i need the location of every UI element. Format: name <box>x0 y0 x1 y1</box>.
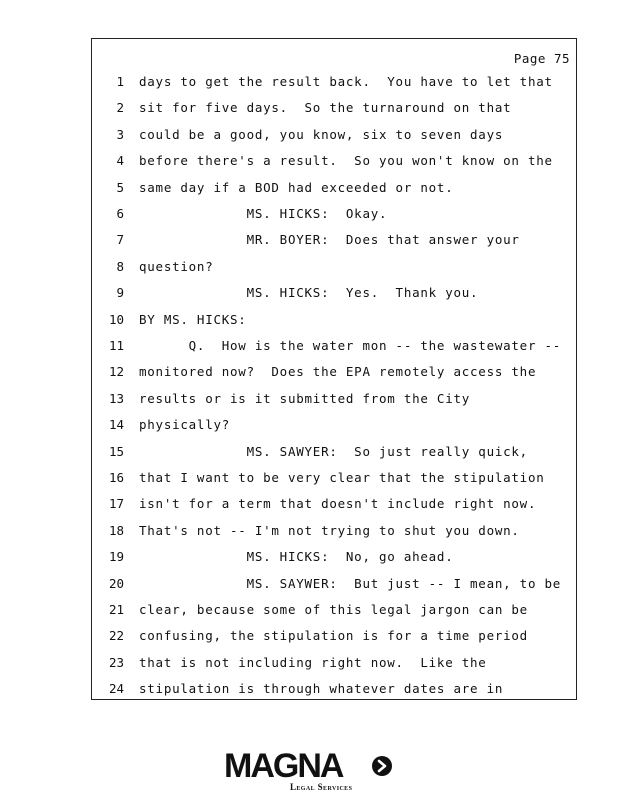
line-number: 3 <box>116 126 124 142</box>
line-number: 11 <box>108 338 124 353</box>
magna-logo <box>224 748 396 794</box>
transcript-line <box>92 680 576 698</box>
line-number: 18 <box>108 522 124 538</box>
transcript-line <box>92 390 576 408</box>
line-text: isn't for a term that doesn't include right now. <box>139 496 537 512</box>
transcript-line <box>92 443 576 461</box>
line-number: 6 <box>116 206 124 221</box>
transcript-line <box>92 654 576 672</box>
line-text: stipulation is through whatever dates are in <box>139 681 504 697</box>
line-text: monitored now? Does the EPA remotely access the <box>139 364 537 380</box>
line-number: 14 <box>108 417 124 433</box>
line-text: MS. HICKS: Okay. <box>139 206 388 221</box>
line-text: confusing, the stipulation is for a time period <box>139 628 528 644</box>
logo-subtitle: Legal Services <box>290 782 353 792</box>
transcript-line <box>92 495 576 513</box>
line-number: 20 <box>108 575 124 591</box>
line-text: clear, because some of this legal jargon can be <box>139 602 528 617</box>
page-number: Page 75 <box>513 51 570 66</box>
line-text: before there's a result. So you won't know on the <box>139 153 553 169</box>
line-number: 12 <box>108 364 124 380</box>
line-text: physically? <box>139 417 231 433</box>
line-text: same day if a BOD had exceeded or not. <box>139 179 454 195</box>
line-text: that I want to be very clear that the stipulation <box>139 470 545 485</box>
transcript-line <box>92 73 576 91</box>
transcript-line <box>92 99 576 117</box>
line-text: MS. HICKS: No, go ahead. <box>139 549 454 565</box>
line-text: MR. BOYER: Does that answer your <box>139 232 520 248</box>
line-text: sit for five days. So the turnaround on that <box>139 100 512 116</box>
transcript-line <box>92 337 576 355</box>
transcript-line <box>92 152 576 170</box>
transcript-line <box>92 363 576 381</box>
transcript-line <box>92 469 576 487</box>
line-number: 22 <box>108 628 124 644</box>
transcript-line <box>92 126 576 144</box>
line-number: 1 <box>116 74 124 89</box>
line-number: 2 <box>116 100 124 116</box>
logo-wordmark: MAGNA <box>224 747 343 785</box>
transcript-line <box>92 416 576 434</box>
line-number: 19 <box>108 549 124 565</box>
line-number: 7 <box>116 232 124 248</box>
transcript-line <box>92 205 576 223</box>
transcript-line <box>92 284 576 302</box>
line-number: 23 <box>108 654 124 670</box>
transcript-line <box>92 179 576 197</box>
line-number: 4 <box>116 153 124 169</box>
line-text: that is not including right now. Like the <box>139 654 487 670</box>
line-number: 16 <box>108 470 124 485</box>
line-number: 15 <box>108 443 124 459</box>
line-number: 24 <box>108 681 124 697</box>
transcript-page <box>91 38 577 700</box>
line-text: Q. How is the water mon -- the wastewater -- <box>139 338 562 353</box>
transcript-line <box>92 311 576 329</box>
transcript-line <box>92 258 576 276</box>
line-text: could be a good, you know, six to seven days <box>139 126 504 142</box>
line-text: BY MS. HICKS: <box>139 311 247 327</box>
line-text: days to get the result back. You have to let that <box>139 74 553 89</box>
line-text: That's not -- I'm not trying to shut you down. <box>139 522 520 538</box>
transcript-line <box>92 627 576 645</box>
line-number: 8 <box>116 258 124 274</box>
transcript-line <box>92 548 576 566</box>
arrow-right-circle-icon <box>372 756 392 776</box>
transcript-line <box>92 601 576 619</box>
line-number: 10 <box>108 311 124 327</box>
transcript-line <box>92 231 576 249</box>
line-number: 5 <box>116 179 124 195</box>
line-number: 17 <box>108 496 124 512</box>
transcript-line <box>92 575 576 593</box>
line-text: MS. SAYWER: But just -- I mean, to be <box>139 575 562 591</box>
transcript-line <box>92 522 576 540</box>
line-text: results or is it submitted from the City <box>139 390 471 406</box>
line-number: 9 <box>116 285 124 301</box>
line-text: MS. SAWYER: So just really quick, <box>139 443 528 459</box>
line-number: 21 <box>108 602 124 617</box>
line-text: question? <box>139 258 214 274</box>
line-text: MS. HICKS: Yes. Thank you. <box>139 285 479 301</box>
line-number: 13 <box>108 390 124 406</box>
